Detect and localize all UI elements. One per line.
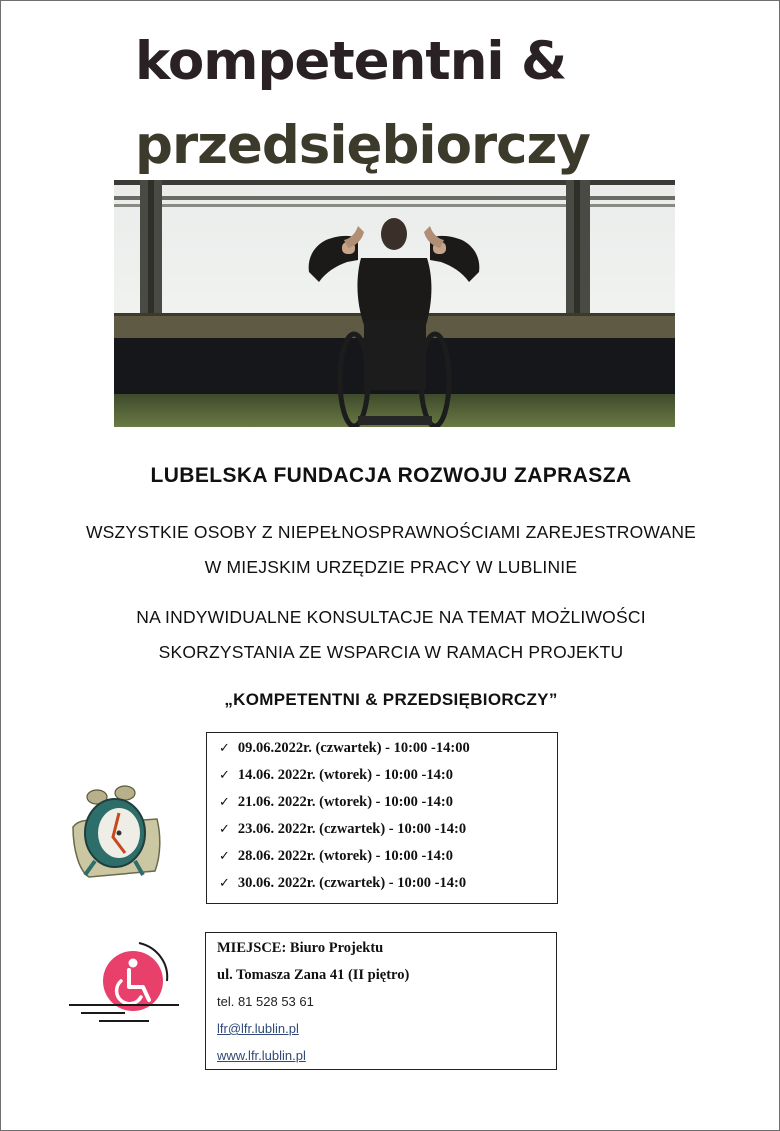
check-icon: ✓ (219, 849, 230, 864)
schedule-date: 23.06. 2022r. (czwartek) - 10:00 -14:0 (237, 821, 467, 837)
schedule-item (219, 792, 453, 812)
location-phone: tel. 81 528 53 61 (217, 994, 314, 1009)
organization-heading: LUBELSKA FUNDACJA ROZWOJU ZAPRASZA (150, 464, 632, 487)
invite-line-4: SKORZYSTANIA ZE WSPARCIA W RAMACH PROJEKTU (158, 642, 624, 662)
schedule-item (219, 765, 453, 785)
project-name: „KOMPETENTNI & PRZEDSIĘBIORCZY” (224, 690, 558, 709)
location-box (205, 932, 557, 1070)
schedule-date: 28.06. 2022r. (wtorek) - 10:00 -14:0 (237, 848, 453, 864)
schedule-item (219, 738, 470, 758)
location-place: MIEJSCE: Biuro Projektu (217, 940, 384, 956)
schedule-item (219, 819, 466, 839)
email-link[interactable]: lfr@lfr.lublin.pl (217, 1021, 299, 1036)
invite-line-3: NA INDYWIDUALNE KONSULTACJE NA TEMAT MOŻLIWOŚCI (136, 607, 646, 627)
schedule-item (219, 873, 466, 893)
check-icon: ✓ (219, 741, 230, 756)
hero-photo (114, 180, 675, 427)
title-line-2: przedsiębiorczy (135, 115, 590, 176)
check-icon: ✓ (219, 876, 230, 891)
schedule-date: 09.06.2022r. (czwartek) - 10:00 -14:00 (237, 740, 470, 756)
location-address: ul. Tomasza Zana 41 (II piętro) (217, 967, 410, 983)
website-link[interactable]: www.lfr.lublin.pl (217, 1048, 306, 1063)
schedule-date: 14.06. 2022r. (wtorek) - 10:00 -14:0 (237, 767, 453, 783)
check-icon: ✓ (219, 768, 230, 783)
title-line-1: kompetentni & (135, 31, 567, 92)
schedule-item (219, 846, 453, 866)
invite-line-1: WSZYSTKIE OSOBY Z NIEPEŁNOSPRAWNOŚCIAMI ZAREJESTROWANE (85, 522, 697, 542)
invite-line-2: W MIEJSKIM URZĘDZIE PRACY W LUBLINIE (204, 557, 578, 577)
schedule-date: 30.06. 2022r. (czwartek) - 10:00 -14:0 (237, 875, 467, 891)
wheelchair-icon (69, 937, 181, 1023)
check-icon: ✓ (219, 822, 230, 837)
alarm-clock-icon (69, 783, 161, 879)
schedule-date: 21.06. 2022r. (wtorek) - 10:00 -14:0 (237, 794, 453, 810)
schedule-box (206, 732, 558, 904)
check-icon: ✓ (219, 795, 230, 810)
